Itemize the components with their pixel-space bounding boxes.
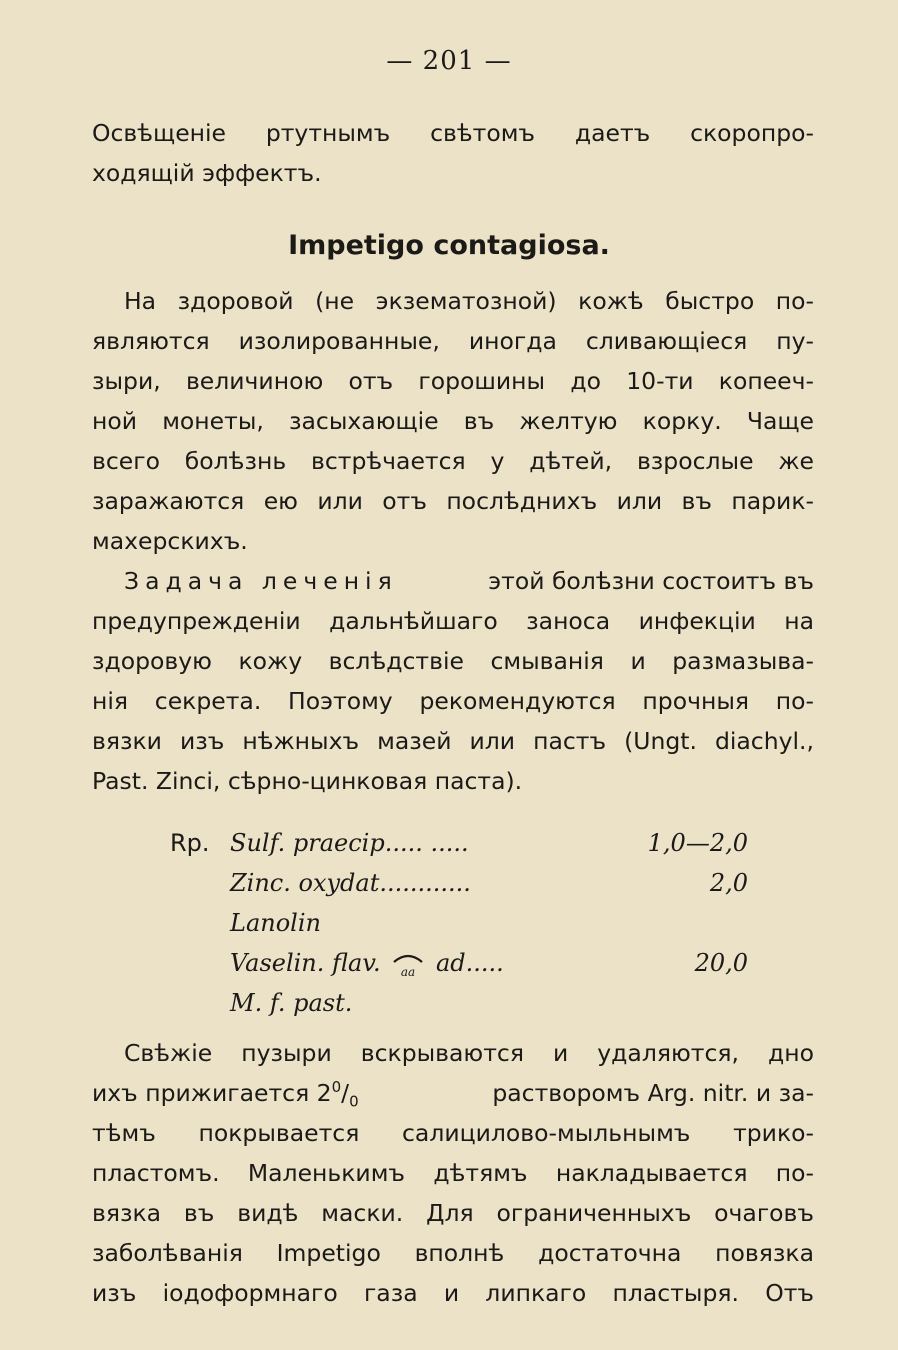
prescription-item-2-name: Zinc. oxydat............ — [230, 869, 471, 897]
percent-slash: / — [341, 1079, 350, 1107]
paragraph-1-line-2: ходящій эффектъ. — [92, 159, 322, 187]
percent-sub: 0 — [349, 1092, 359, 1111]
paragraph-4-line-7: изъ іодоформнаго газа и липкаго пластыря. Отъ — [92, 1279, 814, 1307]
prescription-item-1-name: Sulf. praecip..... ..... — [230, 829, 469, 857]
prescription-item-2-amount: 2,0 — [709, 869, 748, 897]
paragraph-3-line-2: предупрежденіи дальнѣйшаго заноса инфекціи на — [92, 607, 814, 635]
paragraph-3-line-5: вязки изъ нѣжныхъ мазей или пастъ (Ungt. diachyl., — [92, 727, 814, 755]
paragraph-2-line-3: зыри, величиною отъ горошины до 10-ти копееч- — [92, 367, 814, 395]
section-heading: Impetigo contagiosa. — [288, 230, 610, 261]
paragraph-2-line-2: являются изолированные, иногда сливающіеся пу- — [92, 327, 814, 355]
spaced-emphasis: Задача леченія — [124, 567, 398, 595]
prescription-item-5-name: M. f. past. — [230, 989, 353, 1017]
prescription-item-1-amount: 1,0—2,0 — [647, 829, 748, 857]
paragraph-4-line-4: пластомъ. Маленькимъ дѣтямъ накладывается по- — [92, 1159, 814, 1187]
paragraph-3-line-6: Past. Zinci, сѣрно-цинковая паста). — [92, 767, 523, 795]
paragraph-2-line-6: заражаются ею или отъ послѣднихъ или въ парик- — [92, 487, 814, 515]
paragraph-2-line-5: всего болѣзнь встрѣчается у дѣтей, взрослые же — [92, 447, 814, 475]
page-number: — 201 — — [386, 46, 512, 76]
paragraph-4-line-3: тѣмъ покрывается салицилово-мыльнымъ трико- — [92, 1119, 814, 1147]
paragraph-3-line-4: нія секрета. Поэтому рекомендуются прочныя по- — [92, 687, 814, 715]
paragraph-2-line-1: На здоровой (не экзематозной) кожѣ быстро по- — [124, 287, 814, 315]
paragraph-2-line-7: махерскихъ. — [92, 527, 248, 555]
percent-sup: 0 — [331, 1078, 342, 1097]
paragraph-1-line-1: Освѣщеніе ртутнымъ свѣтомъ даетъ скоропро- — [92, 119, 814, 147]
ana-symbol-text: aa — [401, 964, 416, 979]
prescription-item-4-rest: ad..... — [435, 949, 504, 977]
paragraph-3-line-1 — [124, 566, 814, 596]
paragraph-4-line-5: вязка въ видѣ маски. Для ограниченныхъ очаговъ — [92, 1199, 814, 1227]
paragraph-4-line-6: заболѣванія Impetigo вполнѣ достаточна повязка — [92, 1239, 814, 1267]
prescription-item-4-name: Vaselin. flav. — [230, 949, 381, 977]
paragraph-4-line-2-text: ихъ прижигается 2 — [92, 1079, 332, 1107]
paragraph-2-line-4: ной монеты, засыхающіе въ желтую корку. Чаще — [92, 407, 814, 435]
prescription-item-4-amount: 20,0 — [694, 949, 748, 977]
prescription-item-3-name: Lanolin — [230, 909, 321, 937]
rp-label: Rp. — [170, 829, 210, 857]
paragraph-4-line-2-end: растворомъ Arg. nitr. и за- — [492, 1079, 814, 1107]
ana-symbol-icon — [388, 950, 428, 980]
paragraph-3-line-3: здоровую кожу вслѣдствіе смыванія и размазыва- — [92, 647, 814, 675]
paragraph-4-line-1: Свѣжіе пузыри вскрываются и удаляются, дно — [124, 1039, 814, 1067]
prescription-item-4 — [230, 948, 504, 980]
paragraph-4-line-2 — [92, 1078, 814, 1111]
paragraph-4-line-2-start — [92, 1078, 359, 1111]
paragraph-3-line-1-rest: этой болѣзни состоитъ въ — [488, 567, 814, 595]
